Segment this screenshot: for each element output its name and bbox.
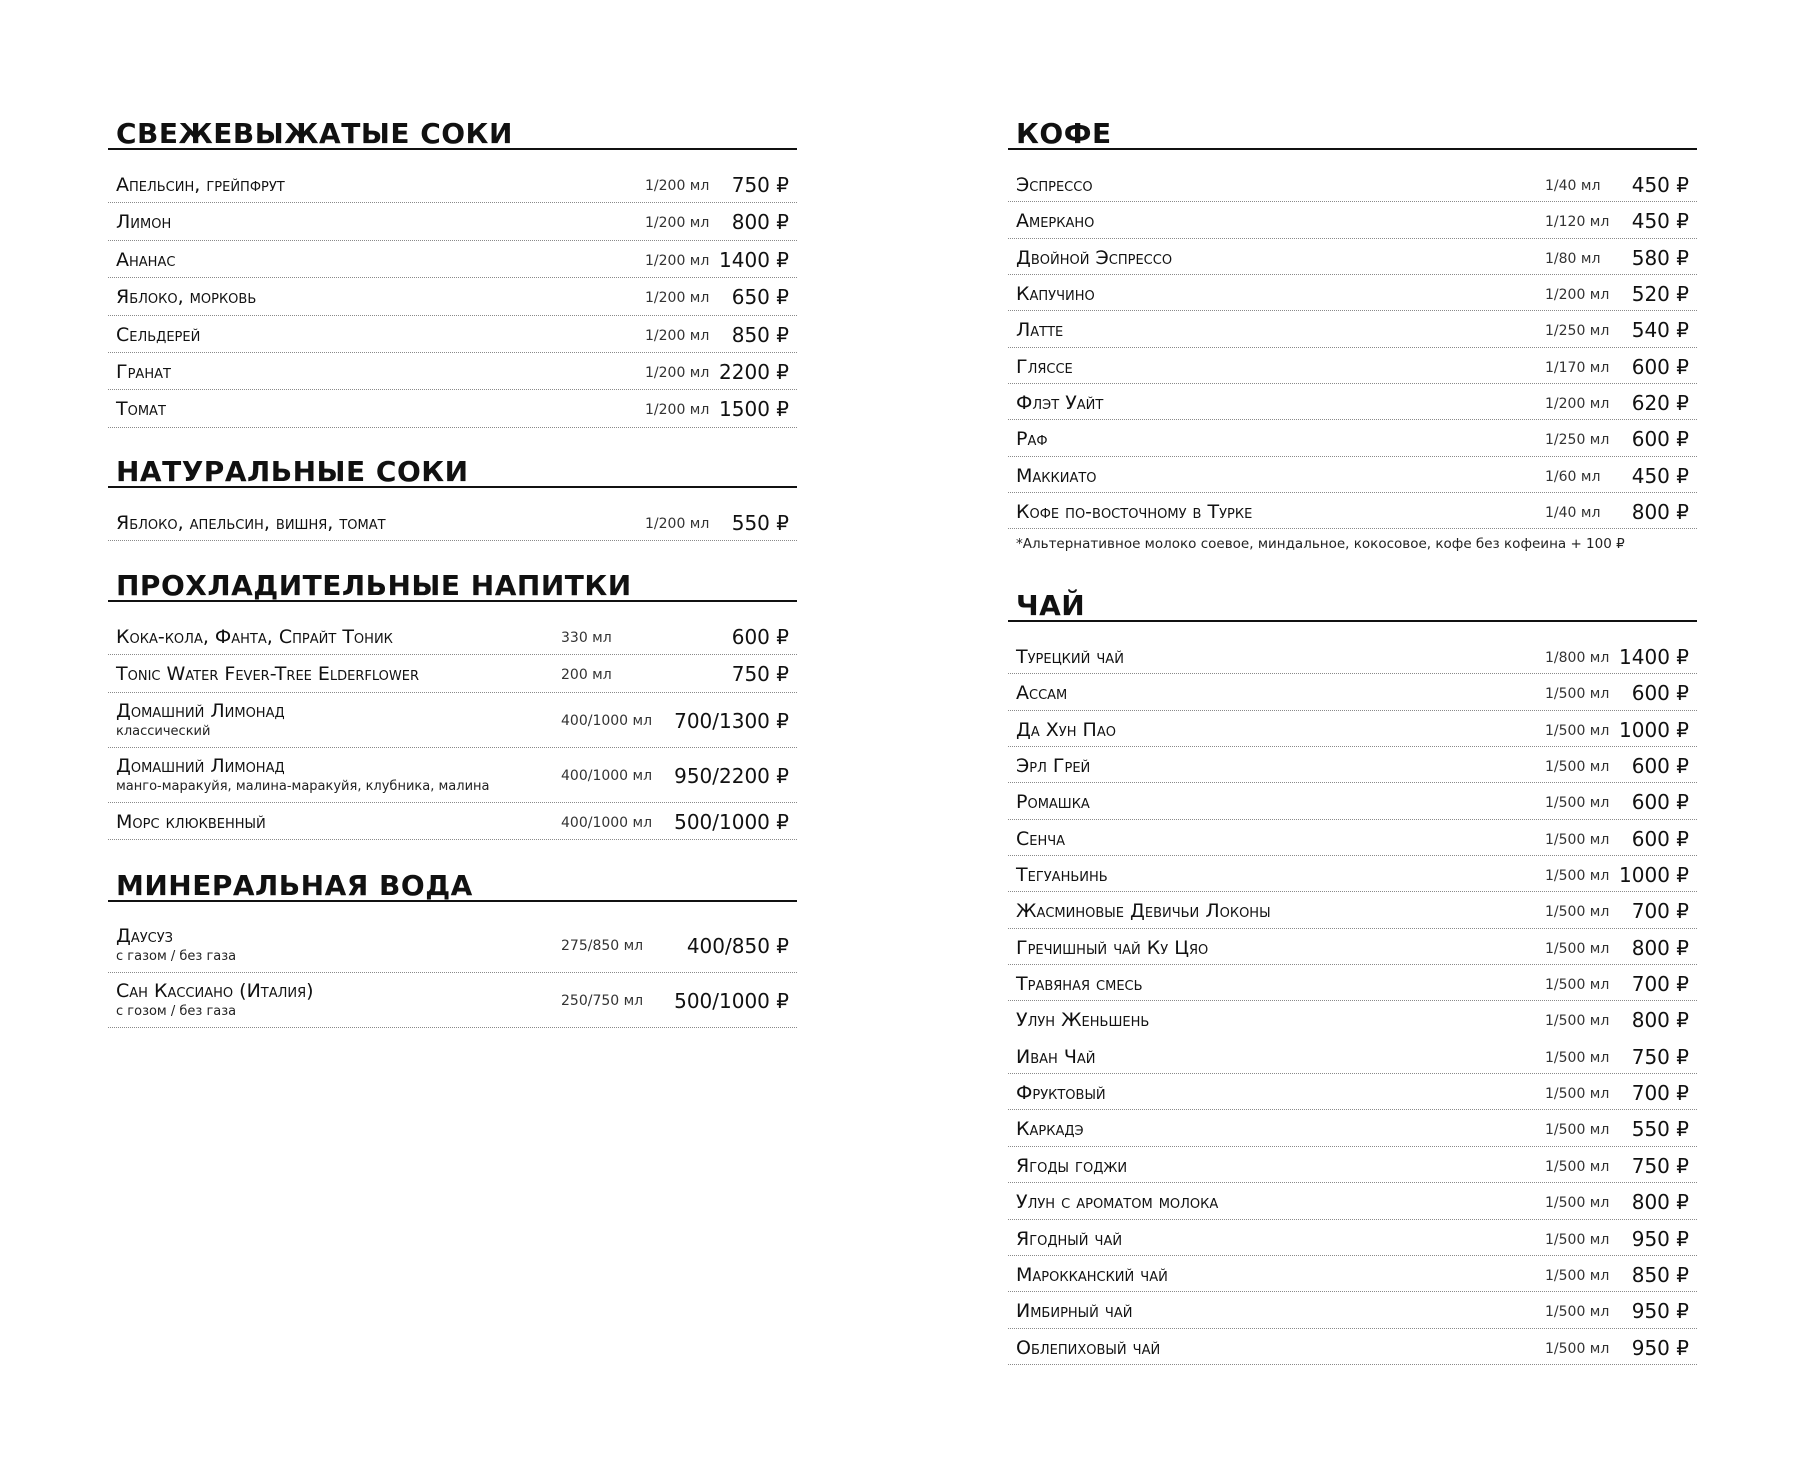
- item-name: Кока-кола, Фанта, Спрайт Тоник: [116, 626, 393, 648]
- item-volume: 1/500 мл: [1545, 1195, 1610, 1212]
- item-price: 850 ₽: [731, 322, 789, 347]
- item-volume: 1/170 мл: [1545, 359, 1610, 376]
- item-name: Турецкий чай: [1016, 646, 1124, 668]
- item-price: 1400 ₽: [719, 247, 789, 272]
- item-volume: 1/200 мл: [645, 215, 710, 232]
- item-name: Улун с ароматом молока: [1016, 1191, 1219, 1214]
- menu-item-row: [108, 390, 797, 427]
- item-volume: 1/500 мл: [1545, 1049, 1610, 1066]
- item-price: 750 ₽: [1631, 1153, 1689, 1178]
- item-price: 500/1000 ₽: [674, 809, 789, 834]
- section-title: КОФЕ: [1016, 117, 1112, 150]
- item-name: Жасминовые Девичьи Локоны: [1016, 900, 1271, 923]
- item-volume: 1/40 мл: [1545, 505, 1601, 522]
- section-heading: [108, 450, 797, 488]
- menu-item-row: [108, 655, 797, 692]
- menu-item-row: [1008, 892, 1697, 928]
- item-price: 1000 ₽: [1619, 717, 1689, 742]
- menu-item-row: [1008, 1038, 1697, 1074]
- item-name: Даусуз: [116, 925, 173, 947]
- item-price: 450 ₽: [1631, 209, 1689, 234]
- menu-item-row: [1008, 1074, 1697, 1110]
- item-price: 800 ₽: [1631, 1190, 1689, 1215]
- item-name: Маккиато: [1016, 464, 1097, 487]
- item-name: Двойной Эспрессо: [1016, 246, 1173, 269]
- item-volume: 1/500 мл: [1545, 686, 1610, 703]
- menu-item-row: [1008, 1329, 1697, 1365]
- item-volume: 400/1000 мл: [561, 814, 653, 831]
- item-name: Травяная смесь: [1016, 973, 1143, 996]
- menu-item-row: [1008, 348, 1697, 384]
- item-name: Имбирный чай: [1016, 1300, 1133, 1323]
- item-price: 450 ₽: [1631, 463, 1689, 488]
- item-volume: 250/750 мл: [561, 993, 644, 1009]
- menu-item-row: [1008, 965, 1697, 1001]
- section-title: НАТУРАЛЬНЫЕ СОКИ: [116, 455, 469, 488]
- item-volume: 330 мл: [561, 630, 612, 646]
- menu-item-row: [108, 748, 797, 803]
- menu-item-row: [1008, 1001, 1697, 1037]
- item-volume: 1/60 мл: [1545, 468, 1601, 485]
- item-name: Ассам: [1016, 682, 1068, 705]
- item-name: Гляссе: [1016, 355, 1073, 378]
- item-volume: 1/200 мл: [645, 290, 710, 307]
- menu-item-row: [1008, 384, 1697, 420]
- item-volume: 1/500 мл: [1545, 977, 1610, 994]
- item-price: 600 ₽: [731, 625, 789, 649]
- coffee-footnote: *Альтернативное молоко соевое, миндальное, кокосовое, кофе без кофеина + 100 ₽: [1016, 536, 1625, 552]
- item-name: Домашний Лимонад: [116, 754, 285, 777]
- item-volume: 1/500 мл: [1545, 904, 1610, 921]
- item-name: Сельдерей: [116, 323, 201, 346]
- section-coffee: [1008, 112, 1697, 529]
- menu-item-row: [1008, 420, 1697, 456]
- item-volume: 1/200 мл: [645, 516, 710, 532]
- section-heading: [1008, 584, 1697, 622]
- section-heading: [108, 112, 797, 150]
- item-price: 520 ₽: [1631, 282, 1689, 307]
- item-price: 700 ₽: [1631, 972, 1689, 997]
- menu-item-row: [108, 693, 797, 748]
- menu-item-row: [1008, 674, 1697, 710]
- item-volume: 1/500 мл: [1545, 1267, 1610, 1284]
- item-volume: 1/250 мл: [1545, 432, 1610, 449]
- item-price: 950 ₽: [1631, 1299, 1689, 1324]
- item-volume: 1/500 мл: [1545, 1158, 1610, 1175]
- item-volume: 400/1000 мл: [561, 712, 653, 729]
- menu-item-row: [108, 918, 797, 973]
- section-heading: [108, 564, 797, 602]
- item-name: Ягодный чай: [1016, 1227, 1123, 1250]
- menu-item-row: [1008, 856, 1697, 892]
- item-volume: 1/500 мл: [1545, 1304, 1610, 1321]
- item-volume: 1/200 мл: [645, 178, 710, 194]
- item-description: с газом / без газа: [116, 949, 237, 964]
- item-volume: 1/500 мл: [1545, 940, 1610, 957]
- section-soft-drinks: [108, 564, 797, 840]
- item-volume: 1/500 мл: [1545, 1340, 1610, 1357]
- section-title: СВЕЖЕВЫЖАТЫЕ СОКИ: [116, 117, 513, 150]
- menu-item-row: [1008, 747, 1697, 783]
- item-price: 700/1300 ₽: [674, 708, 789, 733]
- item-price: 400/850 ₽: [686, 934, 789, 958]
- item-name: Сан Кассиано (Италия): [116, 980, 314, 1002]
- item-name: Облепиховый чай: [1016, 1336, 1161, 1359]
- section-heading: [1008, 112, 1697, 150]
- item-volume: 1/500 мл: [1545, 795, 1610, 812]
- item-volume: 1/500 мл: [1545, 1086, 1610, 1103]
- item-price: 600 ₽: [1631, 754, 1689, 779]
- item-name: Марокканский чай: [1016, 1263, 1168, 1286]
- item-name: Да Хун Пао: [1016, 718, 1116, 741]
- section-title: МИНЕРАЛЬНАЯ ВОДА: [116, 869, 473, 902]
- item-price: 700 ₽: [1631, 899, 1689, 924]
- section-heading: [108, 864, 797, 902]
- item-price: 950 ₽: [1631, 1226, 1689, 1251]
- item-name: Кофе по-восточному в Турке: [1016, 501, 1253, 524]
- section-mineral-water: [108, 864, 797, 1028]
- item-name: Ромашка: [1016, 791, 1090, 814]
- item-price: 650 ₽: [731, 285, 789, 310]
- menu-item-row: [1008, 1147, 1697, 1183]
- item-volume: 1/200 мл: [645, 327, 710, 344]
- section-fresh-juices: [108, 112, 797, 428]
- item-description: с гозом / без газа: [116, 1004, 237, 1019]
- item-volume: 1/120 мл: [1545, 214, 1610, 231]
- item-price: 600 ₽: [1631, 681, 1689, 706]
- item-price: 1500 ₽: [719, 397, 789, 422]
- item-name: Гранат: [116, 360, 171, 383]
- item-name: Тегуаньинь: [1016, 864, 1108, 887]
- menu-item-row: [108, 618, 797, 655]
- item-volume: 1/200 мл: [645, 252, 710, 269]
- item-description: манго-маракуйя, малина-маракуйя, клубника, малина: [116, 778, 490, 794]
- item-volume: 1/500 мл: [1545, 831, 1610, 848]
- menu-item-row: [108, 504, 797, 541]
- item-price: 750 ₽: [731, 662, 789, 687]
- menu-item-row: [1008, 493, 1697, 529]
- item-name: Эрл Грей: [1016, 755, 1091, 778]
- item-price: 550 ₽: [1631, 1117, 1689, 1142]
- item-name: Томат: [116, 398, 166, 421]
- item-price: 800 ₽: [731, 210, 789, 235]
- menu-item-row: [108, 353, 797, 390]
- item-price: 600 ₽: [1631, 354, 1689, 379]
- menu-item-row: [1008, 820, 1697, 856]
- item-name: Флэт Уайт: [1016, 392, 1104, 415]
- item-volume: 1/200 мл: [645, 364, 710, 381]
- section-tea: [1008, 584, 1697, 1365]
- item-volume: 1/500 мл: [1545, 1231, 1610, 1248]
- item-price: 750 ₽: [1631, 1044, 1689, 1069]
- item-price: 1000 ₽: [1619, 863, 1689, 888]
- menu-item-row: [108, 166, 797, 203]
- item-name: Яблоко, апельсин, вишня, томат: [116, 512, 386, 534]
- menu-item-row: [1008, 239, 1697, 275]
- item-volume: 1/800 мл: [1545, 650, 1610, 666]
- item-price: 450 ₽: [1631, 173, 1689, 197]
- item-description: классический: [116, 723, 211, 739]
- menu-item-row: [1008, 1183, 1697, 1219]
- item-name: Апельсин, грейпфрут: [116, 174, 285, 196]
- item-name: Капучино: [1016, 283, 1095, 306]
- section-title: ЧАЙ: [1016, 589, 1086, 622]
- menu-item-row: [108, 241, 797, 278]
- item-price: 600 ₽: [1631, 826, 1689, 851]
- item-price: 580 ₽: [1631, 245, 1689, 270]
- menu-item-row: [1008, 166, 1697, 202]
- item-name: Гречишный чай Ку Цяо: [1016, 936, 1209, 959]
- menu-item-row: [108, 203, 797, 240]
- item-volume: 1/500 мл: [1545, 1013, 1610, 1030]
- menu-item-row: [1008, 1292, 1697, 1328]
- item-price: 600 ₽: [1631, 427, 1689, 452]
- item-price: 500/1000 ₽: [674, 989, 789, 1013]
- menu-item-row: [1008, 457, 1697, 493]
- menu-item-row: [1008, 1256, 1697, 1292]
- item-price: 800 ₽: [1631, 935, 1689, 960]
- menu-item-row: [1008, 1220, 1697, 1256]
- item-name: Домашний Лимонад: [116, 699, 285, 722]
- item-volume: 1/250 мл: [1545, 323, 1610, 340]
- menu-item-row: [108, 278, 797, 315]
- item-name: Раф: [1016, 428, 1048, 451]
- item-price: 700 ₽: [1631, 1081, 1689, 1106]
- menu-item-row: [108, 803, 797, 840]
- item-volume: 1/40 мл: [1545, 178, 1601, 194]
- item-name: Эспрессо: [1016, 174, 1093, 196]
- item-price: 750 ₽: [731, 173, 789, 197]
- item-price: 950 ₽: [1631, 1335, 1689, 1360]
- item-name: Ананас: [116, 248, 176, 271]
- item-price: 620 ₽: [1631, 391, 1689, 416]
- menu-item-row: [1008, 783, 1697, 819]
- item-volume: 1/500 мл: [1545, 759, 1610, 776]
- item-name: Сенча: [1016, 827, 1066, 850]
- item-price: 550 ₽: [731, 511, 789, 535]
- item-name: Ягоды годжи: [1016, 1154, 1128, 1177]
- item-name: Лимон: [116, 211, 172, 234]
- item-volume: 1/80 мл: [1545, 250, 1601, 267]
- item-name: Латте: [1016, 319, 1064, 342]
- section-natural-juices: [108, 450, 797, 541]
- menu-item-row: [108, 973, 797, 1028]
- item-volume: 200 мл: [561, 667, 612, 684]
- item-price: 800 ₽: [1631, 500, 1689, 525]
- item-volume: 275/850 мл: [561, 938, 644, 954]
- menu-item-row: [1008, 202, 1697, 238]
- item-price: 850 ₽: [1631, 1262, 1689, 1287]
- menu-item-row: [1008, 311, 1697, 347]
- item-name: Фруктовый: [1016, 1082, 1106, 1105]
- item-volume: 1/500 мл: [1545, 868, 1610, 885]
- menu-item-row: [1008, 1110, 1697, 1146]
- item-price: 600 ₽: [1631, 790, 1689, 815]
- menu-item-row: [108, 316, 797, 353]
- item-volume: 1/500 мл: [1545, 722, 1610, 739]
- item-price: 1400 ₽: [1619, 645, 1689, 669]
- item-name: Амеркано: [1016, 210, 1095, 233]
- item-price: 950/2200 ₽: [674, 763, 789, 788]
- item-name: Яблоко, морковь: [116, 286, 257, 309]
- item-price: 540 ₽: [1631, 318, 1689, 343]
- menu-item-row: [1008, 711, 1697, 747]
- item-volume: 1/200 мл: [1545, 287, 1610, 304]
- item-volume: 1/200 мл: [645, 402, 710, 419]
- item-price: 800 ₽: [1631, 1008, 1689, 1033]
- menu-item-row: [1008, 275, 1697, 311]
- item-name: Tonic Water Fever-Tree Elderflower: [116, 663, 420, 686]
- item-volume: 1/500 мл: [1545, 1122, 1610, 1139]
- menu-item-row: [1008, 638, 1697, 674]
- item-name: Улун Женьшень: [1016, 1009, 1150, 1032]
- item-volume: 1/200 мл: [1545, 396, 1610, 413]
- item-name: Морс клюквенный: [116, 810, 266, 833]
- item-price: 2200 ₽: [719, 359, 789, 384]
- menu-item-row: [1008, 929, 1697, 965]
- item-volume: 400/1000 мл: [561, 767, 653, 784]
- section-title: ПРОХЛАДИТЕЛЬНЫЕ НАПИТКИ: [116, 569, 632, 602]
- item-name: Каркадэ: [1016, 1118, 1084, 1141]
- item-name: Иван Чай: [1016, 1045, 1096, 1068]
